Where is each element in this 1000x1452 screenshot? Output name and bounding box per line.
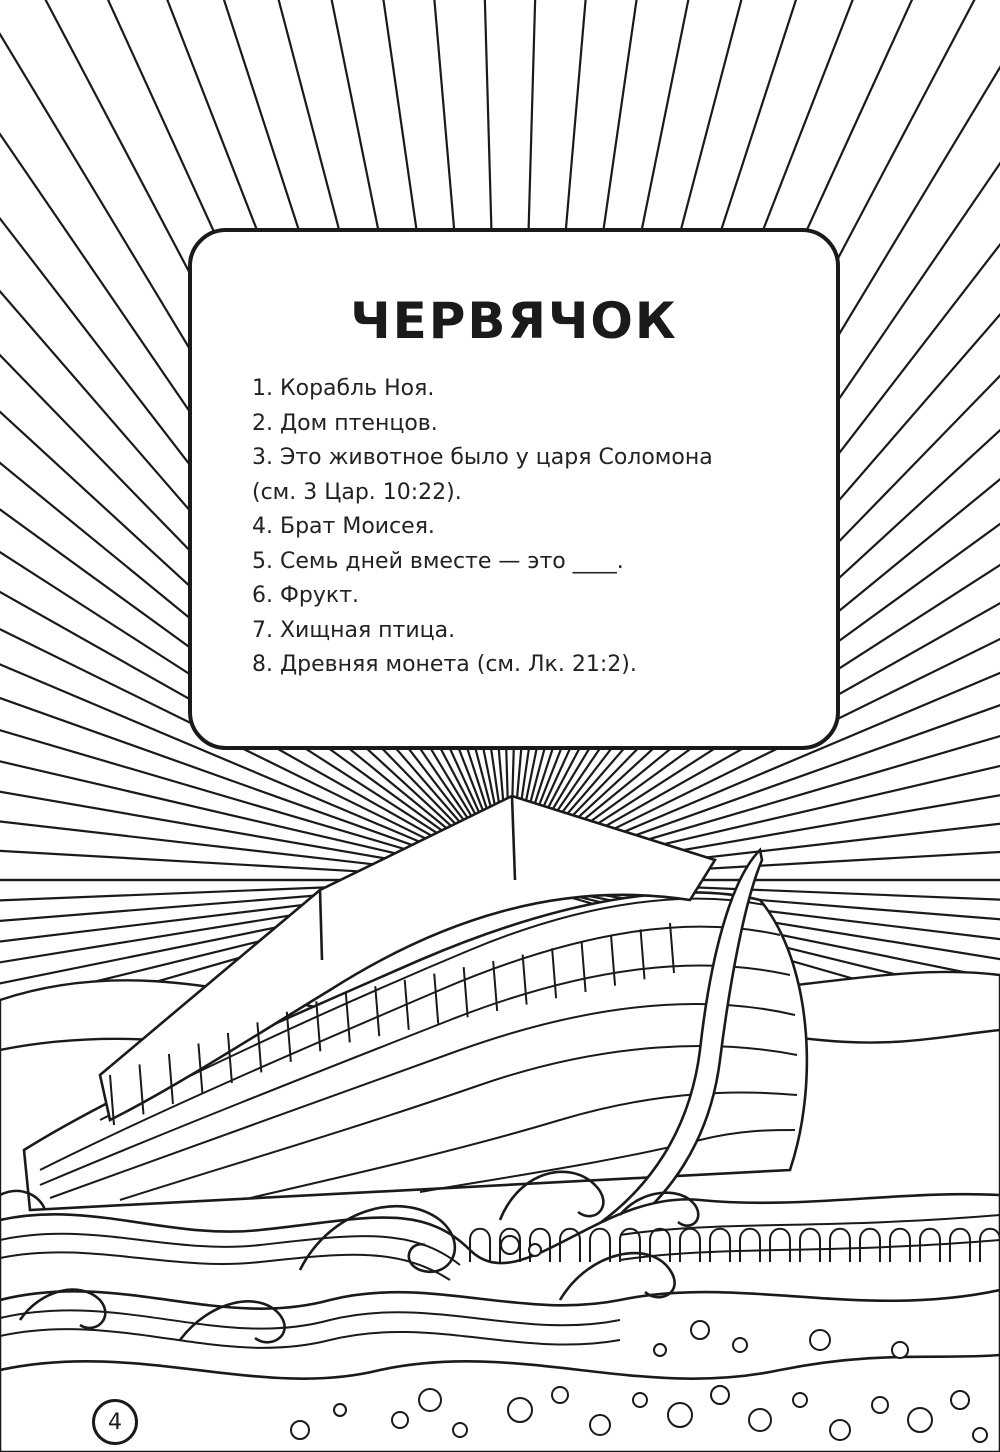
clue-item: 3. Это животное было у царя Соломона — [252, 445, 713, 470]
puzzle-card — [188, 228, 840, 750]
clue-item: 7. Хищная птица. — [252, 617, 456, 643]
clue-item: (см. 3 Цар. 10:22). — [252, 479, 462, 505]
clue-list — [252, 372, 812, 683]
clue-item: 8. Древняя монета (см. Лк. 21:2). — [252, 652, 637, 677]
clue-item: 5. Семь дней вместе — это ____. — [252, 548, 624, 574]
clue-item: 1. Корабль Ноя. — [252, 376, 435, 401]
puzzle-title: ЧЕРВЯЧОК — [350, 292, 678, 350]
clue-item: 4. Брат Моисея. — [252, 514, 435, 539]
page-number: 4 — [92, 1399, 138, 1445]
clue-item: 2. Дом птенцов. — [252, 410, 438, 436]
clue-item: 6. Фрукт. — [252, 583, 360, 608]
